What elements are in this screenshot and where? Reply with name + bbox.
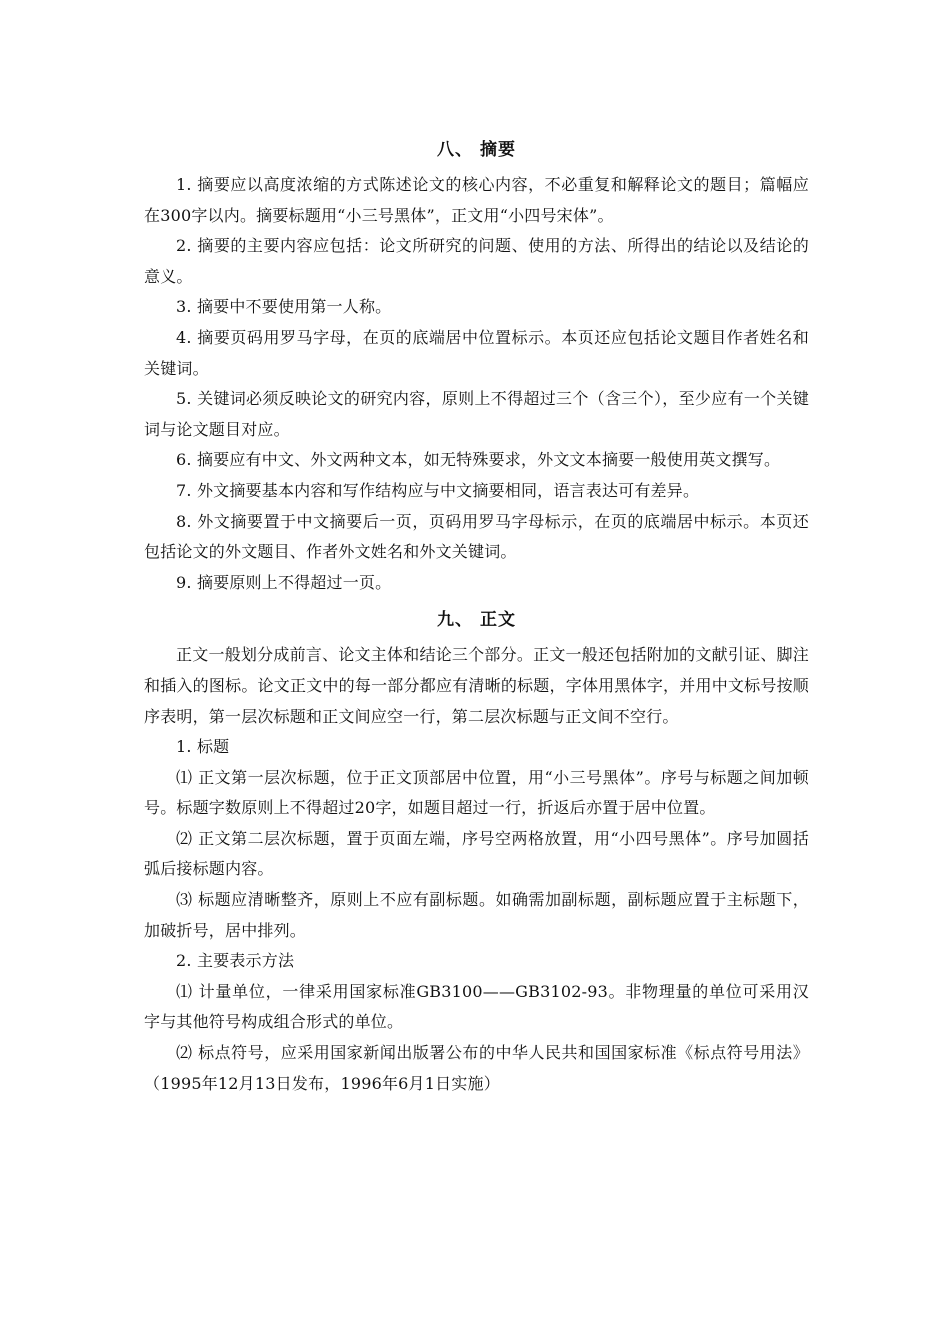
abstract-paragraph-4: 4. 摘要页码用罗马字母，在页的底端居中位置标示。本页还应包括论文题目作者姓名和关键词。 xyxy=(144,327,809,378)
document-page xyxy=(144,130,809,1099)
body-item-heading-titles: 1. 标题 xyxy=(176,737,230,757)
abstract-paragraph-3: 3. 摘要中不要使用第一人称。 xyxy=(176,297,392,317)
body-method-1: ⑴ 计量单位，一律采用国家标准GB3100——GB3102-93。非物理量的单位可采用汉字与其他符号构成组合形式的单位。 xyxy=(144,981,809,1032)
abstract-paragraph-9: 9. 摘要原则上不得超过一页。 xyxy=(176,572,392,592)
abstract-paragraph-2: 2. 摘要的主要内容应包括：论文所研究的问题、使用的方法、所得出的结论以及结论的意义。 xyxy=(144,236,809,286)
body-subitem-3: ⑶ 标题应清晰整齐，原则上不应有副标题。如确需加副标题，副标题应置于主标题下，加破折号，居中排列。 xyxy=(144,890,809,940)
abstract-paragraph-6: 6. 摘要应有中文、外文两种文本，如无特殊要求，外文文本摘要一般使用英文撰写。 xyxy=(176,450,781,470)
body-method-2: ⑵ 标点符号，应采用国家新闻出版署公布的中华人民共和国国家标准《标点符号用法》（1995年12月13日发布，1996年6月1日实施） xyxy=(144,1043,809,1093)
abstract-paragraph-7: 7. 外文摘要基本内容和写作结构应与中文摘要相同，语言表达可有差异。 xyxy=(176,480,700,500)
body-subitem-1: ⑴ 正文第一层次标题，位于正文顶部居中位置，用“小三号黑体”。序号与标题之间加顿号。标题字数原则上不得超过20字，如题目超过一行，折返后亦置于居中位置。 xyxy=(144,767,809,818)
abstract-paragraph-1: 1. 摘要应以高度浓缩的方式陈述论文的核心内容，不必重复和解释论文的题目；篇幅应在300字以内。摘要标题用“小三号黑体”，正文用“小四号宋体”。 xyxy=(144,175,809,225)
section-heading-body-text: 九、 正文 xyxy=(437,610,516,631)
body-subitem-2: ⑵ 正文第二层次标题，置于页面左端，序号空两格放置，用“小四号黑体”。序号加圆括弧后接标题内容。 xyxy=(144,828,809,879)
body-item-heading-methods: 2. 主要表示方法 xyxy=(176,951,295,971)
abstract-paragraph-8: 8. 外文摘要置于中文摘要后一页，页码用罗马字母标示，在页的底端居中标示。本页还包括论文的外文题目、作者外文姓名和外文关键词。 xyxy=(144,511,809,562)
body-intro-paragraph: 正文一般划分成前言、论文主体和结论三个部分。正文一般还包括附加的文献引证、脚注和插入的图标。论文正文中的每一部分都应有清晰的标题，字体用黑体字，并用中文标号按顺序表明，第一层次标题和正文间应空一行，第二层次标题与正文间不空行。 xyxy=(144,645,809,726)
abstract-paragraph-5: 5. 关键词必须反映论文的研究内容，原则上不得超过三个（含三个），至少应有一个关键词与论文题目对应。 xyxy=(144,389,809,439)
section-heading-abstract: 八、 摘要 xyxy=(437,140,516,160)
